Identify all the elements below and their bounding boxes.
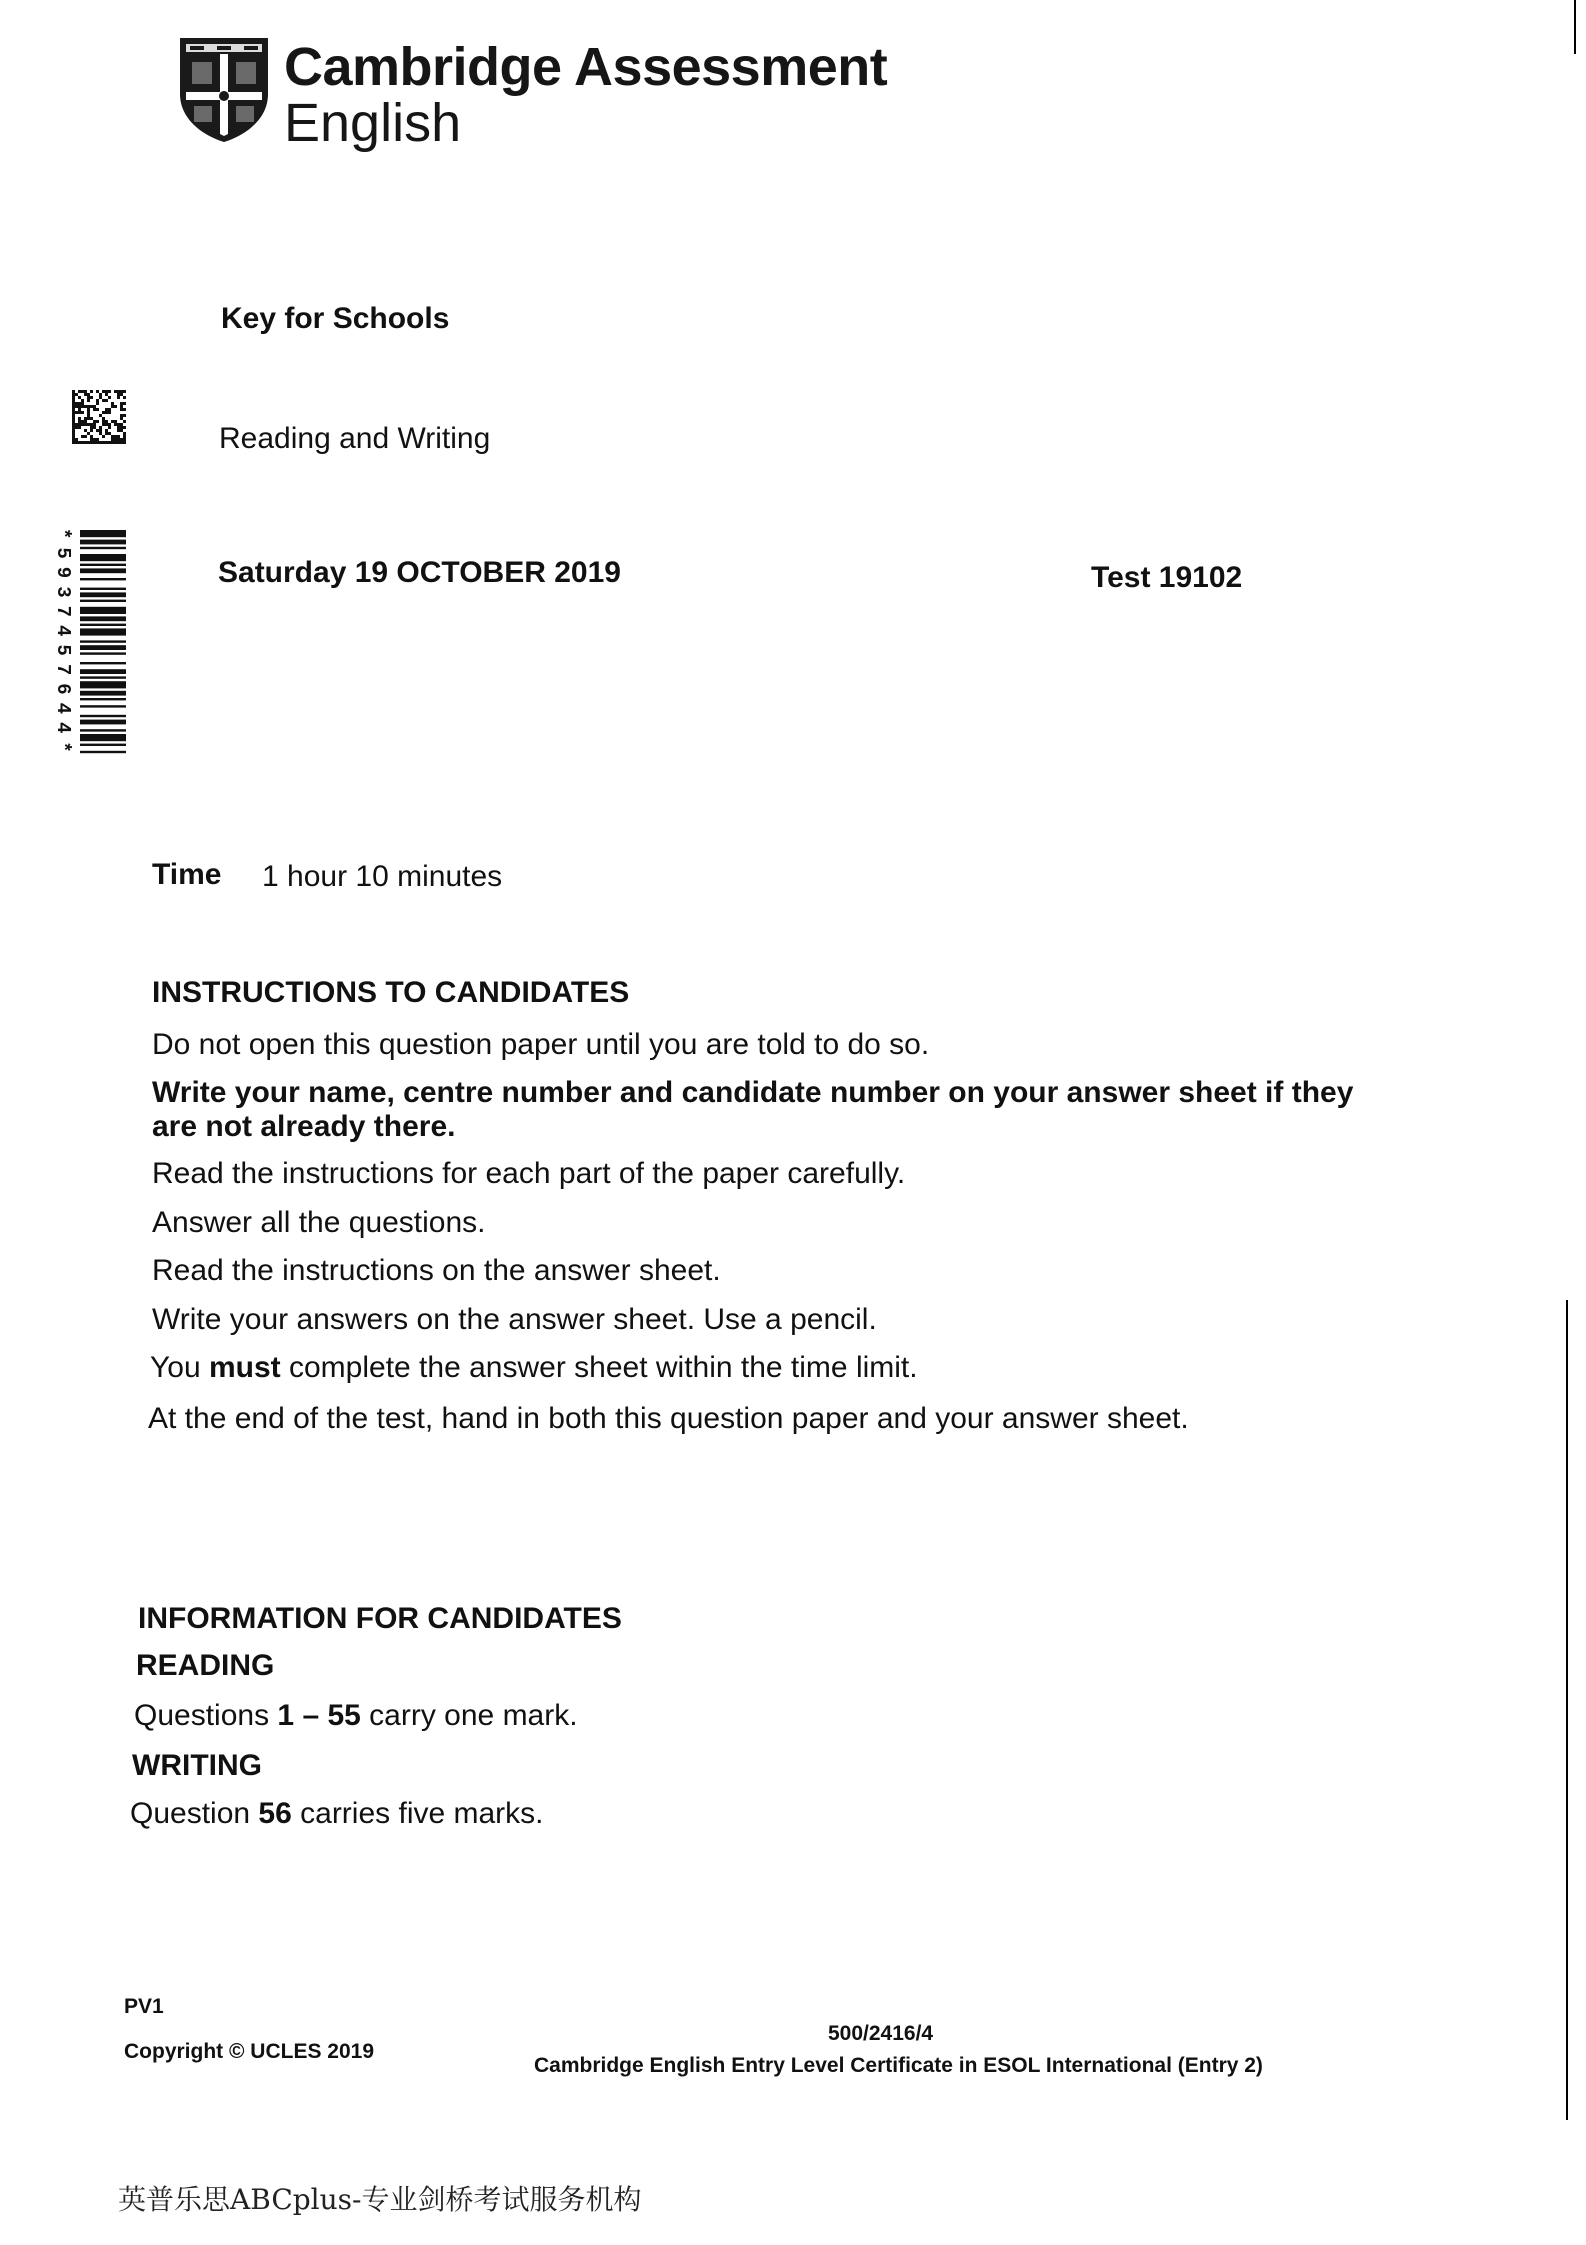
test-code: Test 19102 <box>1091 561 1243 594</box>
time-value: 1 hour 10 minutes <box>262 860 503 893</box>
datamatrix-icon <box>72 390 126 444</box>
exam-date: Saturday 19 OCTOBER 2019 <box>218 556 621 589</box>
barcode-icon <box>80 530 126 830</box>
reading-range: 1 – 55 <box>277 1699 361 1732</box>
reading-heading: READING <box>136 1649 275 1682</box>
copyright: Copyright © UCLES 2019 <box>124 2040 375 2063</box>
paper-code: 500/2416/4 <box>828 2022 934 2045</box>
time-label: Time <box>152 858 222 891</box>
instruction-line: Do not open this question paper until you are told to do so. <box>152 1028 930 1061</box>
reading-marks <box>134 1699 578 1733</box>
cambridge-logo <box>178 36 888 156</box>
cambridge-shield-icon <box>178 36 270 144</box>
instruction-line: Write your name, centre number and candidate number on your answer sheet if they are not already there. <box>152 1076 1354 1143</box>
writing-before: Question <box>130 1797 259 1830</box>
instruction-line: Read the instructions for each part of the paper carefully. <box>152 1157 906 1190</box>
logo-title-line2: English <box>284 93 462 153</box>
must-emphasis: must <box>208 1351 281 1384</box>
barcode-digits: *5937457644* <box>52 528 74 761</box>
instructions-heading: INSTRUCTIONS TO CANDIDATES <box>152 976 630 1009</box>
instruction-line-must <box>150 1351 918 1385</box>
instruction-line: Answer all the questions. <box>152 1206 486 1239</box>
reading-after: carry one mark. <box>360 1699 578 1732</box>
qualification: Cambridge English Entry Level Certificate in ESOL International (Entry 2) <box>534 2054 1263 2077</box>
paper-title: Reading and Writing <box>219 422 491 455</box>
reading-before: Questions <box>134 1699 278 1732</box>
scan-edge-line <box>1566 1300 1568 2120</box>
watermark-text: 英普乐思ABCplus-专业剑桥考试服务机构 <box>118 2183 642 2216</box>
instruction-line: Write your answers on the answer sheet. Use a pencil. <box>152 1303 877 1336</box>
must-before: You <box>150 1351 209 1384</box>
writing-heading: WRITING <box>132 1749 262 1782</box>
writing-number: 56 <box>258 1797 292 1830</box>
pv-code: PV1 <box>124 1995 164 2018</box>
logo-title-line1: Cambridge Assessment <box>284 37 888 97</box>
writing-marks <box>130 1797 544 1831</box>
must-after: complete the answer sheet within the time limit. <box>280 1351 918 1384</box>
writing-after: carries five marks. <box>291 1797 544 1830</box>
information-heading: INFORMATION FOR CANDIDATES <box>138 1602 622 1635</box>
exam-title: Key for Schools <box>221 302 450 335</box>
instruction-line: At the end of the test, hand in both this question paper and your answer sheet. <box>148 1402 1189 1435</box>
instruction-line: Read the instructions on the answer sheet. <box>152 1254 721 1287</box>
scan-edge-line <box>1574 0 1576 54</box>
